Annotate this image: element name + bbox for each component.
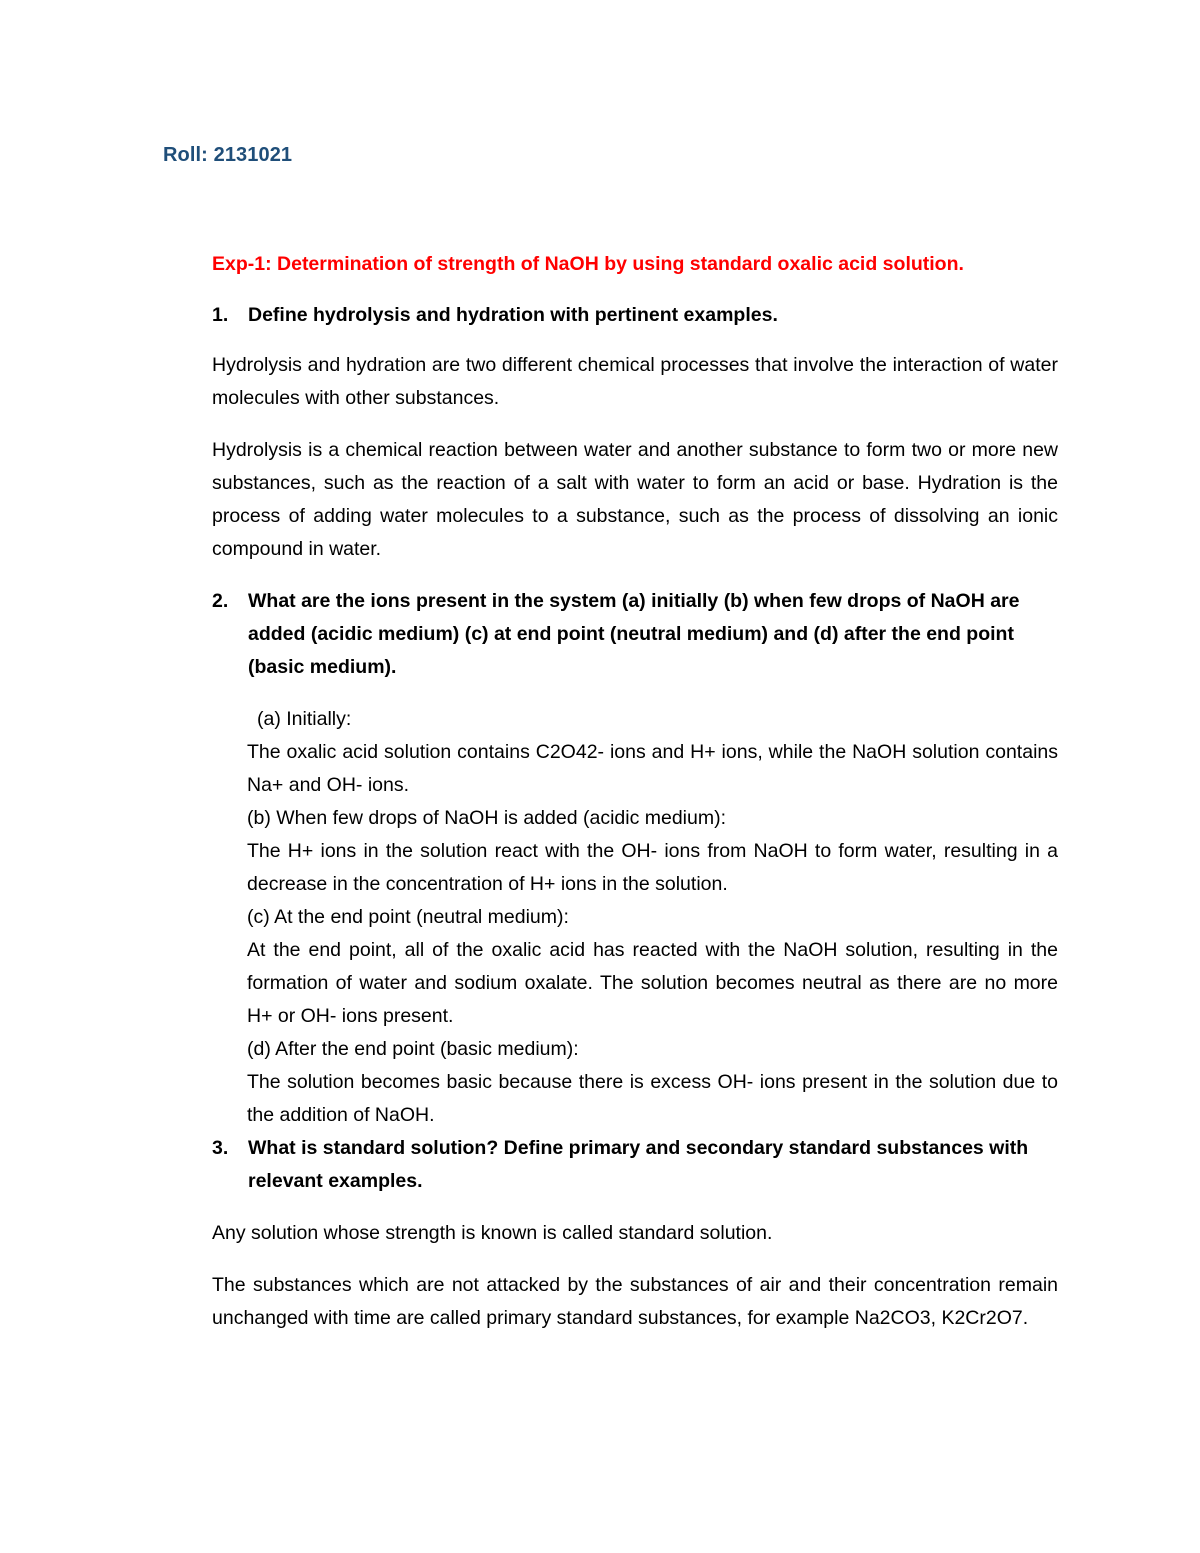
q1-answer-paragraph-2: Hydrolysis is a chemical reaction between water and another substance to form two or more new substances, such as the reaction of a salt with water to form an acid or base. Hydration is the process of adding water molecules to a substance, such as the process of dissolving an ionic compound in water. [212,439,1058,560]
q1-answer-paragraph-1: Hydrolysis and hydration are two different chemical processes that involve the interaction of water molecules with other substances. [212,354,1058,409]
question-number: 1. [212,304,229,326]
q3-answer-paragraph-1: Any solution whose strength is known is called standard solution. [212,1222,773,1244]
answer-a-heading: (a) Initially: [257,708,352,730]
roll-number: Roll: 2131021 [163,144,293,166]
answer-d-body: The solution becomes basic because there is excess OH- ions present in the solution due to the addition of NaOH. [247,1071,1058,1126]
question-number: 3. [212,1137,229,1159]
answer-b-body: The H+ ions in the solution react with the OH- ions from NaOH to form water, resulting in a decrease in the concentration of H+ ions in the solution. [247,840,1058,895]
answer-b-heading: (b) When few drops of NaOH is added (acidic medium): [247,807,727,829]
document-body [212,248,1058,1335]
answer-c-heading: (c) At the end point (neutral medium): [247,906,569,928]
answer-c-body: At the end point, all of the oxalic acid has reacted with the NaOH solution, resulting in the formation of water and sodium oxalate. The solution becomes neutral as there are no more H+ or OH- ions present. [247,939,1058,1027]
question-text: What are the ions present in the system (a) initially (b) when few drops of NaOH are added (acidic medium) (c) at end point (neutral medium) and (d) after the end point (basic medium). [248,590,1020,678]
answer-d-heading: (d) After the end point (basic medium): [247,1038,579,1060]
question-3 [212,1132,1058,1198]
answer-a-body: The oxalic acid solution contains C2O42- ions and H+ ions, while the NaOH solution contains Na+ and OH- ions. [247,741,1058,796]
q3-answer-paragraph-2: The substances which are not attacked by the substances of air and their concentration remain unchanged with time are called primary standard substances, for example Na2CO3, K2Cr2O7. [212,1274,1058,1329]
question-2 [212,585,1058,684]
question-text: What is standard solution? Define primary and secondary standard substances with relevant examples. [248,1137,1029,1192]
question-1 [212,299,1058,332]
question-text: Define hydrolysis and hydration with pertinent examples. [248,304,778,326]
question-number: 2. [212,590,229,612]
experiment-title: Exp-1: Determination of strength of NaOH by using standard oxalic acid solution. [212,253,964,275]
q2-answers [247,703,1058,1132]
